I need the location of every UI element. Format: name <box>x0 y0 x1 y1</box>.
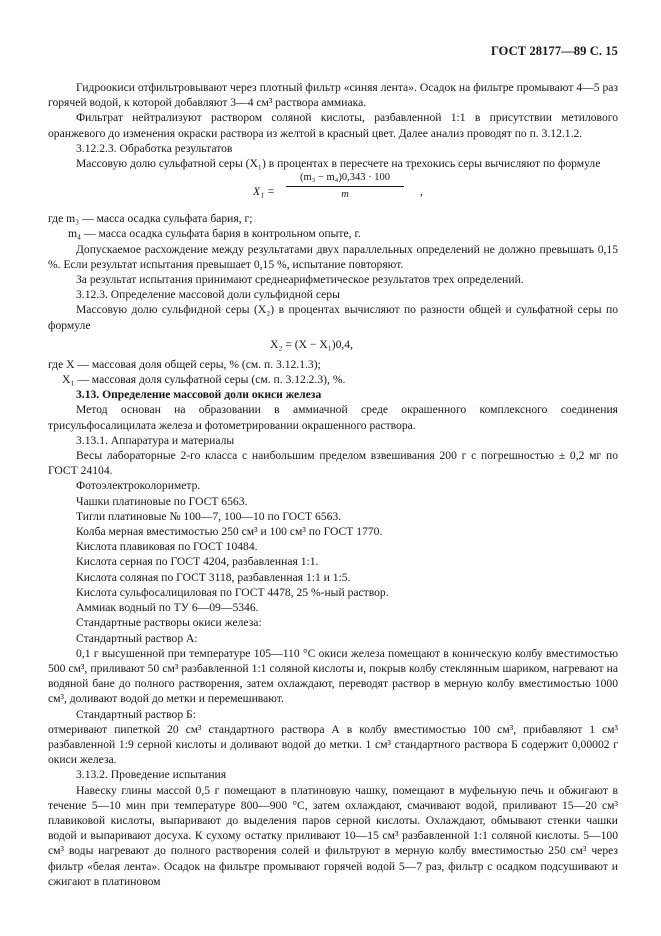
material-sulfosalicylic-acid: Кислота сульфосалициловая по ГОСТ 4478, 25 %-ный раствор. <box>76 585 389 599</box>
paragraph-sulfide-sulfur: Массовую долю сульфидной серы (X₂) в процентах вычисляют по разности общей и сульфатной серы по формуле <box>48 303 618 332</box>
page-header: ГОСТ 28177—89 С. 15 <box>490 44 618 58</box>
section-3-13-1: 3.13.1. Аппаратура и материалы <box>76 433 235 447</box>
material-sulfuric-acid: Кислота серная по ГОСТ 4204, разбавленная 1:1. <box>76 555 319 569</box>
paragraph-solution-b: отмеривают пипеткой 20 см³ стандартного раствора А в колбу вместимостью 100 см³, прибавляют 1 см³ разбавленной 1:9 серной кислоты и доливают водой до метки. 1 см³ стандартного раствора Б содержит 0,00002 г окиси железа. <box>48 722 618 767</box>
formula-x1-fraction <box>286 171 404 203</box>
standard-solution-a-title: Стандартный раствор А: <box>76 631 198 645</box>
formula-x1-denominator: m <box>341 189 349 201</box>
formula-x2 <box>48 333 618 357</box>
where-x: где X — массовая доля общей серы, % (см. п. 3.12.1.3); <box>48 357 321 371</box>
section-3-12-2-3: 3.12.2.3. Обработка результатов <box>76 141 233 155</box>
standard-solution-b-title: Стандартный раствор Б: <box>76 707 196 721</box>
where-x1: X₁ — массовая доля сульфатной серы (см. п. 3.12.2.3), %. <box>62 373 346 387</box>
paragraph-filtrate-neutralize: Фильтрат нейтрализуют раствором соляной кислоты, разбавленной 1:1 в присутствии метилового оранжевого до изменения окраски раствора из желтой в красный цвет. Далее анализ проводят по п. 3.12.1.2. <box>48 111 618 140</box>
material-hydrofluoric-acid: Кислота плавиковая по ГОСТ 10484. <box>76 540 258 554</box>
material-ammonia: Аммиак водный по ТУ 6—09—5346. <box>76 601 259 615</box>
paragraph-tolerance: Допускаемое расхождение между результатами двух параллельных определений не должно превышать 0,15 %. Если результат испытания превышает 0,15 %, испытание повторяют. <box>48 242 618 271</box>
document-body <box>48 80 618 889</box>
material-hydrochloric-acid: Кислота соляная по ГОСТ 3118, разбавленная 1:1 и 1:5. <box>76 570 351 584</box>
formula-x1 <box>48 171 618 211</box>
formula-x1-comma: , <box>420 185 423 199</box>
material-volumetric-flask: Колба мерная вместимостью 250 см³ и 100 см³ по ГОСТ 1770. <box>76 525 383 539</box>
formula-x1-numerator: (m₃ − m₄)0,343 · 100 <box>286 171 404 187</box>
section-3-13-2: 3.13.2. Проведение испытания <box>76 768 227 782</box>
formula-x1-lhs: X₁ = <box>253 185 275 199</box>
material-standard-solutions: Стандартные растворы окиси железа: <box>76 616 262 630</box>
paragraph-method: Метод основан на образовании в аммиачной среде окрашенного комплексного соединения трисульфосалицилата железа и фотометрировании окрашенного раствора. <box>48 403 618 432</box>
paragraph-hydroxide-filter: Гидроокиси отфильтровывают через плотный фильтр «синяя лента». Осадок на фильтре промывают 4—5 раз горячей водой, к которой добавляют 3—4 см³ раствора аммиака. <box>48 81 618 110</box>
material-balance: Весы лабораторные 2-го класса с наибольшим пределом взвешивания 200 г с погрешностью ± 0,2 мг по ГОСТ 24104. <box>48 449 618 478</box>
section-3-12-3: 3.12.3. Определение массовой доли сульфидной серы <box>76 288 340 302</box>
material-photocolorimeter: Фотоэлектроколориметр. <box>76 479 201 493</box>
paragraph-result: За результат испытания принимают среднеарифметическое результатов трех определений. <box>76 273 524 287</box>
material-platinum-crucibles: Тигли платиновые № 100—7, 100—10 по ГОСТ 6563. <box>76 509 342 523</box>
material-platinum-dishes: Чашки платиновые по ГОСТ 6563. <box>76 494 248 508</box>
paragraph-procedure: Навеску глины массой 0,5 г помещают в платиновую чашку, помещают в муфельную печь и обжигают в течение 5—10 мин при температуре 800—900 °С, затем охлаждают, смачивают водой, приливают 15—20 см³ плавиковой кислоты, выпаривают до выделения паров серной кислоты. Охлаждают, обмывают стенки чашки водой и выпаривают досуха. К сухому остатку приливают 10—15 см³ разбавленной 1:1 соляной кислоты. 5—100 см³ воды нагревают до полного растворения солей и фильтруют в мерную колбу вместимостью 250 см³ через фильтр «белая лента». Осадок на фильтре промывают горячей водой 5—7 раз, фильтр с осадком подсушивают и сжигают в платиновом <box>48 783 618 888</box>
section-3-13: 3.13. Определение массовой доли окиси железа <box>76 388 322 402</box>
paragraph-sulfate-sulfur: Массовую долю сульфатной серы (X₁) в процентах в пересчете на трехокись серы вычисляют по формуле <box>76 157 601 171</box>
formula-x2-text: X₂ = (X − X₁)0,4, <box>270 337 353 351</box>
where-m4: m₄ — масса осадка сульфата бария в контрольном опыте, г. <box>68 227 361 241</box>
paragraph-solution-a: 0,1 г высушенной при температуре 105—110 °С окиси железа помещают в коническую колбу вместимостью 500 см³, приливают 50 см³ разбавленной 1:1 соляной кислоты и, покрыв колбу стеклянным шариком, нагревают на водяной бане до полного растворения, затем охлаждают, переводят раствор в мерную колбу вместимостью 1000 см³, доливают водой до метки и перемешивают. <box>48 646 618 706</box>
where-m3: где m₃ — масса осадка сульфата бария, г; <box>48 212 253 226</box>
